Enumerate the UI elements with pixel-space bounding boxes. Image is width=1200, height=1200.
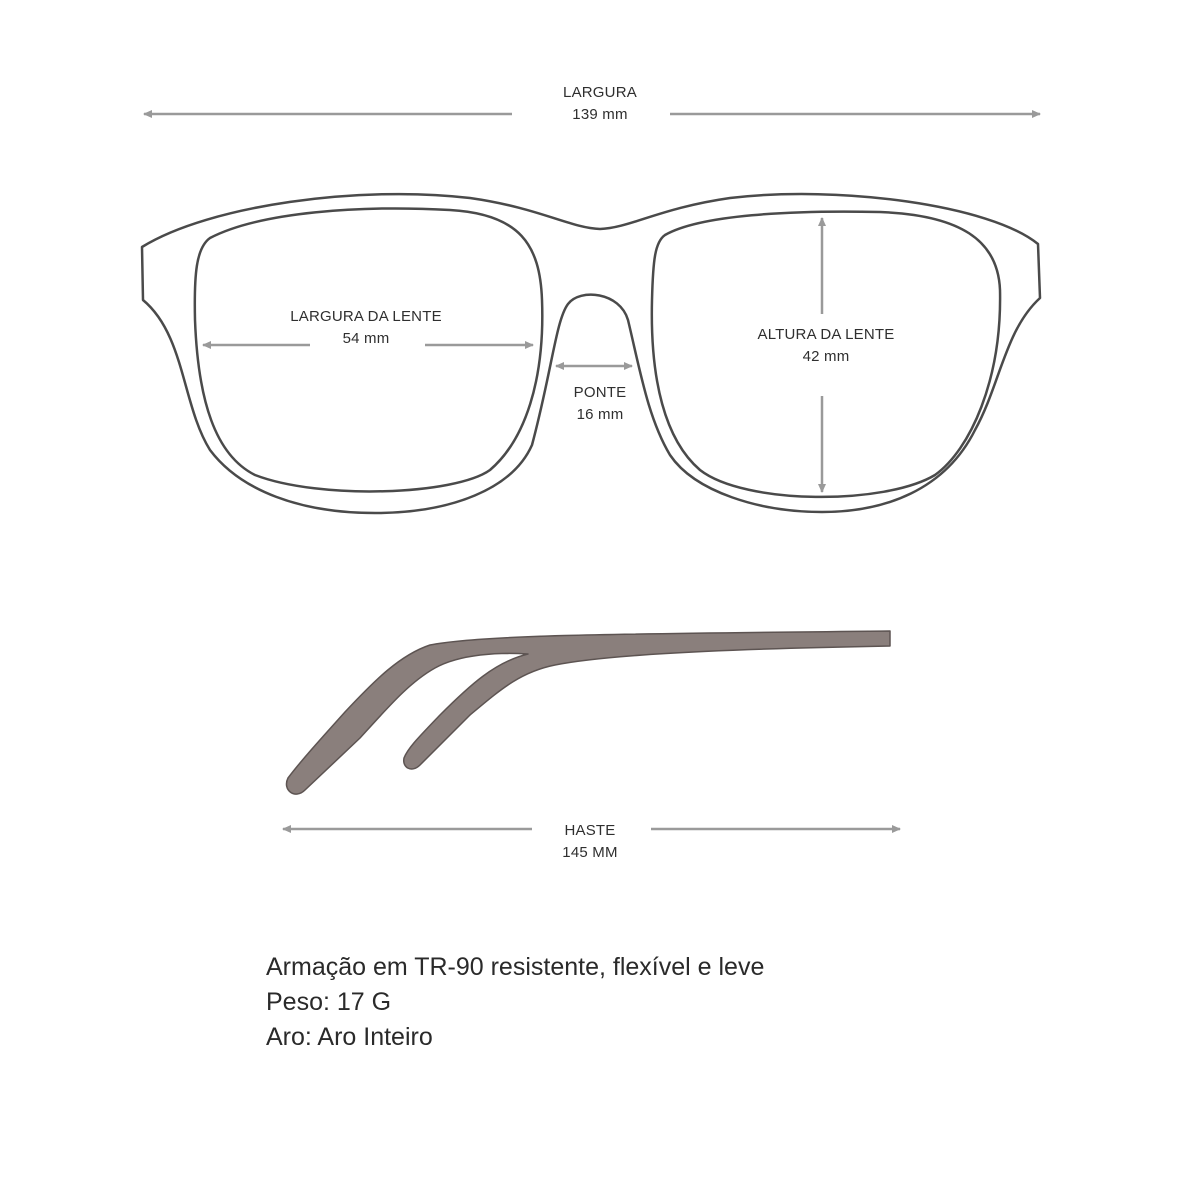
lens-height-label [736, 324, 916, 368]
temple-arm [286, 631, 890, 794]
total-width-label [540, 82, 660, 126]
spec-material: Armação em TR-90 resistente, flexível e leve [266, 953, 765, 981]
lens-width-label [276, 306, 456, 350]
total-width-title: LARGURA [563, 84, 637, 101]
bridge-value: 16 mm [576, 406, 624, 423]
lens-width-value: 54 mm [342, 330, 390, 347]
total-width-value: 139 mm [572, 106, 628, 123]
temple-length-title: HASTE [564, 822, 616, 839]
lens-height-title: ALTURA DA LENTE [757, 326, 895, 343]
spec-weight: Peso: 17 G [266, 988, 392, 1016]
dimension-arrows [144, 114, 1040, 829]
temple-length-value: 145 MM [562, 844, 618, 861]
spec-rim: Aro: Aro Inteiro [266, 1023, 433, 1051]
temple-length-label [540, 820, 640, 864]
lens-height-value: 42 mm [802, 348, 850, 365]
temple-side-view [286, 631, 890, 794]
bridge-title: PONTE [573, 384, 627, 401]
specifications [266, 950, 764, 1055]
lens-width-title: LARGURA DA LENTE [290, 308, 442, 325]
bridge-label [550, 382, 650, 426]
